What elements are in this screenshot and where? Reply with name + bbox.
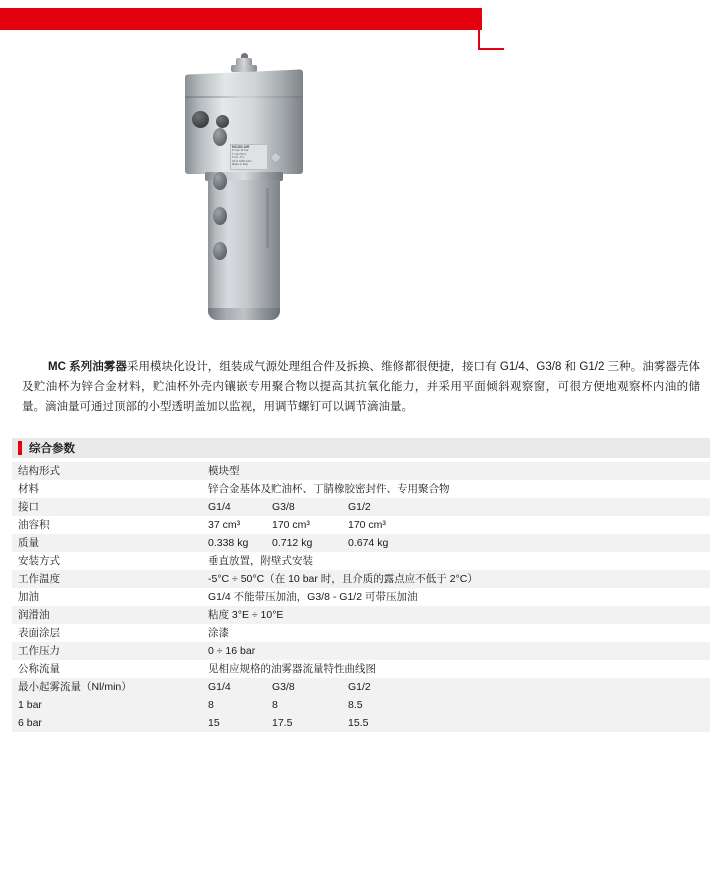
- table-row: [12, 462, 710, 480]
- spec-value-col-1: 见相应规格的油雾器流量特性曲线图: [208, 663, 376, 675]
- bowl-bottom: [208, 308, 280, 320]
- port-outlet: [216, 115, 229, 128]
- nameplate-title: MC380 AIR: [232, 145, 250, 149]
- spec-value-col-3: G1/2: [348, 501, 371, 513]
- spec-value-cols: [208, 536, 710, 550]
- intro-text: 采用模块化设计，组装成气源处理组合件及拆换、维修都很便捷，接口有 G1/4、G3/8 和 G1/2 三种。油雾器壳体及贮油杯为锌合金材料，贮油杯外壳内镶嵌专用聚合物以提高其抗氧化能力，并采用平面倾斜观察窗，可很方便地观察杯内油的储量。滴油量可通过顶部的小型透明盖加以监视，用调节螺钉可以调节滴油量。: [22, 360, 700, 413]
- spec-value-col-2: G3/8: [272, 501, 295, 513]
- spec-value-col-2: 17.5: [272, 717, 293, 729]
- nameplate-line-4: G1/4 G3/8 G1/2: [232, 159, 252, 163]
- spec-value: [198, 516, 710, 534]
- nameplate-line-3: Tmin -5 C: [232, 156, 245, 160]
- spec-value: [198, 534, 710, 552]
- spec-value-col-1: 8: [208, 699, 214, 711]
- spec-key: 6 bar: [12, 714, 198, 732]
- spec-value-cols: [208, 608, 710, 622]
- spec-value-col-1: 15: [208, 717, 220, 729]
- spec-value-col-1: 涂漆: [208, 627, 229, 639]
- table-row: [12, 696, 710, 714]
- lubricator-illustration: [175, 52, 315, 337]
- spec-value-col-1: G1/4: [208, 501, 231, 513]
- spec-value: [198, 606, 710, 624]
- spec-value-col-1: 模块型: [208, 465, 240, 477]
- spec-value-col-3: 15.5: [348, 717, 369, 729]
- spec-key: 质量: [12, 534, 198, 552]
- spec-key: 公称流量: [18, 663, 60, 675]
- sight-window-3: [213, 207, 227, 225]
- sight-window-4: [213, 242, 227, 260]
- spec-value: [198, 660, 710, 678]
- nameplate-line-1: P max 16 bar: [232, 149, 249, 153]
- spec-value-col-1: 0 ÷ 16 bar: [208, 645, 256, 657]
- spec-value-cols: [208, 698, 710, 712]
- table-row: [12, 570, 710, 588]
- intro-lead: MC 系列油雾器: [48, 360, 127, 373]
- spec-value: [198, 714, 710, 732]
- spec-value-col-2: 170 cm³: [272, 519, 310, 531]
- intro-paragraph: [22, 357, 700, 417]
- nameplate-line-2: T max 50 C: [232, 152, 247, 156]
- spec-key: 最小起雾流量（Nl/min）: [12, 678, 198, 696]
- spec-value: [198, 462, 710, 480]
- table-row: [12, 552, 710, 570]
- spec-value-col-1: 粘度 3°E ÷ 10°E: [208, 609, 284, 621]
- spec-value: [198, 588, 710, 606]
- spec-value-col-1: -5°C ÷ 50°C（在 10 bar 时，且介质的露点应不低于 2°C）: [208, 573, 478, 585]
- spec-key: 加油: [18, 591, 39, 603]
- product-nameplate: [230, 144, 268, 170]
- spec-key: 工作压力: [12, 642, 198, 660]
- top-red-banner: [0, 8, 482, 30]
- spec-value-col-1: 0.338 kg: [208, 537, 249, 549]
- spec-value: [198, 552, 710, 570]
- spec-value-cols: [208, 662, 710, 676]
- table-row: [12, 534, 710, 552]
- spec-key: 润滑油: [12, 606, 198, 624]
- spec-value-col-2: G3/8: [272, 681, 295, 693]
- spec-value-col-3: 0.674 kg: [348, 537, 389, 549]
- nameplate-line-5: Made in Italy: [232, 163, 249, 167]
- spec-value: [198, 480, 710, 498]
- spec-value-cols: [208, 500, 710, 514]
- spec-value-cols: [208, 644, 710, 658]
- spec-key: 结构形式: [12, 462, 198, 480]
- spec-value: [198, 696, 710, 714]
- spec-value-col-1: 垂直放置，附壁式安装: [208, 555, 313, 567]
- spec-key: 安装方式: [18, 555, 60, 567]
- spec-value-cols: [208, 590, 710, 604]
- spec-value: [198, 642, 710, 660]
- sight-window-1: [213, 128, 227, 146]
- spec-key: 油容积: [18, 519, 50, 531]
- bowl-shadow-stripe: [266, 188, 269, 248]
- table-row: [12, 642, 710, 660]
- table-row: [12, 714, 710, 732]
- spec-value-cols: [208, 554, 710, 568]
- port-inlet: [192, 111, 209, 128]
- spec-value-col-2: 8: [272, 699, 278, 711]
- spec-key: 1 bar: [12, 696, 198, 714]
- spec-value-col-1: 37 cm³: [208, 519, 241, 531]
- spec-value-col-1: 锌合金基体及贮油杯、丁腈橡胶密封件、专用聚合物: [208, 483, 450, 495]
- spec-value-col-3: G1/2: [348, 681, 371, 693]
- spec-value-col-3: 170 cm³: [348, 519, 386, 531]
- section-header: [12, 438, 710, 458]
- spec-value-col-1: G1/4 不能带压加油，G3/8 - G1/2 可带压加油: [208, 591, 418, 603]
- table-row: [12, 606, 710, 624]
- table-row: [12, 516, 710, 534]
- spec-table: [12, 462, 710, 732]
- product-image: [0, 52, 722, 337]
- spec-value-col-1: G1/4: [208, 681, 231, 693]
- spec-value-cols: [208, 518, 710, 532]
- table-row: [12, 678, 710, 696]
- spec-value-cols: [208, 680, 710, 694]
- section-title: 综合参数: [29, 443, 75, 455]
- spec-value: [198, 678, 710, 696]
- spec-value-cols: [208, 572, 710, 586]
- table-row: [12, 588, 710, 606]
- spec-value-cols: [208, 464, 710, 478]
- spec-value-cols: [208, 626, 710, 640]
- spec-value-col-2: 0.712 kg: [272, 537, 313, 549]
- spec-value: [198, 498, 710, 516]
- spec-key: 接口: [12, 498, 198, 516]
- spec-value-cols: [208, 716, 710, 730]
- table-row: [12, 498, 710, 516]
- spec-table-body: [12, 462, 710, 732]
- table-row: [12, 480, 710, 498]
- banner-vertical-rule: [478, 8, 480, 50]
- sight-window-2: [213, 172, 227, 190]
- table-row: [12, 660, 710, 678]
- section-accent-bar: [18, 441, 22, 455]
- spec-key: 表面涂层: [18, 627, 60, 639]
- banner-horizontal-rule: [478, 48, 504, 50]
- spec-value-cols: [208, 482, 710, 496]
- spec-key: 工作温度: [12, 570, 198, 588]
- table-row: [12, 624, 710, 642]
- spec-key: 材料: [18, 483, 39, 495]
- spec-value-col-3: 8.5: [348, 699, 363, 711]
- spec-value: [198, 624, 710, 642]
- spec-value: [198, 570, 710, 588]
